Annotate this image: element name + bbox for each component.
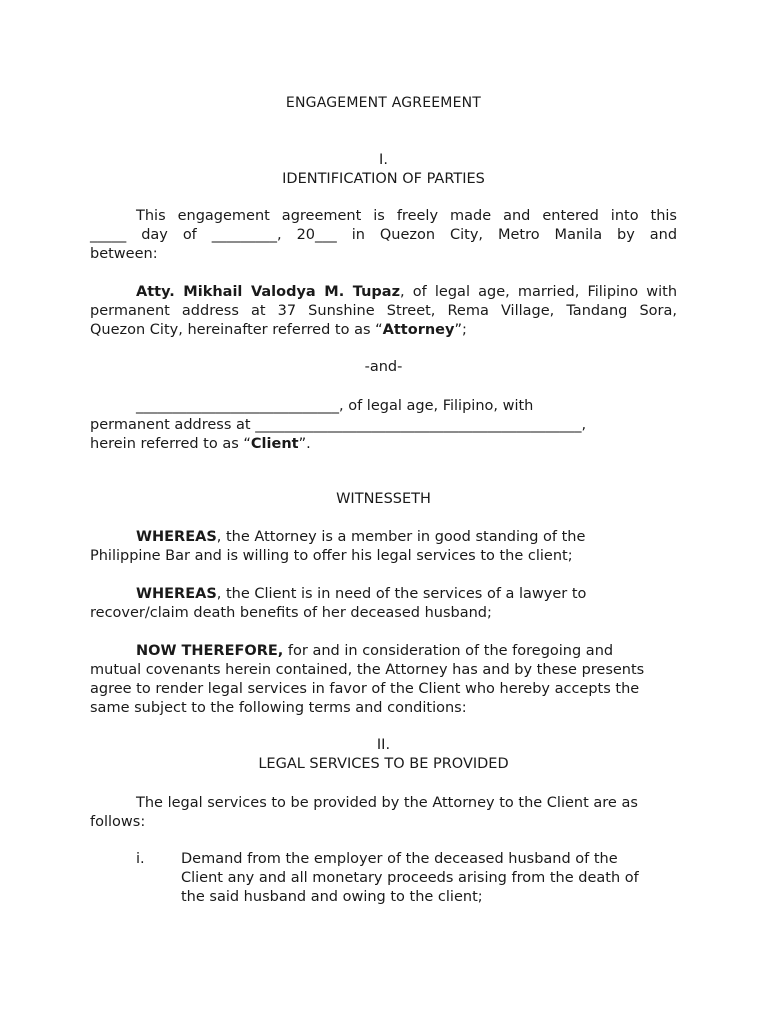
- whereas-1-line-2: [90, 547, 677, 566]
- section-1-heading-text: IDENTIFICATION OF PARTIES: [282, 171, 485, 187]
- now-therefore-line-4: [90, 699, 677, 718]
- whereas-2-line-2-text: recover/claim death benefits of her deceased husband;: [90, 605, 492, 621]
- whereas-2-keyword: WHEREAS: [136, 586, 217, 602]
- attorney-line-1: [90, 283, 677, 302]
- section-2-number-text: II.: [376, 737, 391, 753]
- now-therefore-keyword: NOW THEREFORE,: [136, 643, 284, 659]
- intro-line-3-text: between:: [90, 246, 158, 262]
- attorney-line-3-pre: Quezon City, hereinafter referred to as “: [90, 322, 383, 338]
- client-line-3-post: ”.: [298, 436, 311, 452]
- and-separator: [90, 358, 677, 377]
- document-title-text: ENGAGEMENT AGREEMENT: [285, 95, 482, 111]
- intro-place-text: in Quezon City, Metro Manila by and: [351, 227, 678, 243]
- day-blank: _____: [90, 227, 127, 243]
- now-therefore-line-1: [90, 642, 677, 661]
- document-title: [90, 94, 677, 113]
- whereas-1-line-1-rest: , the Attorney is a member in good standing of the: [216, 529, 586, 545]
- services-intro-line-2-text: follows:: [90, 814, 146, 830]
- services-intro-line-1: [90, 794, 677, 813]
- client-name-blank: ____________________________: [136, 398, 339, 414]
- attorney-line-3-post: ”;: [454, 322, 467, 338]
- attorney-label: Attorney: [382, 322, 455, 338]
- now-therefore-line-3-text: agree to render legal services in favor of the Client who hereby accepts the: [90, 681, 640, 697]
- year-blank: 20___: [296, 227, 337, 243]
- client-line-3: [90, 435, 677, 454]
- intro-line-1-text: This engagement agreement is freely made and entered into this: [136, 208, 677, 224]
- now-therefore-line-2-text: mutual covenants herein contained, the Attorney has and by these presents: [90, 662, 645, 678]
- client-label: Client: [250, 436, 299, 452]
- now-therefore-line-4-text: same subject to the following terms and conditions:: [90, 700, 467, 716]
- section-2-heading-text: LEGAL SERVICES TO BE PROVIDED: [258, 756, 509, 772]
- section-1-number: [90, 151, 677, 170]
- client-address-blank: _____________________________________________,: [255, 417, 587, 433]
- client-line-2: [90, 416, 677, 435]
- section-1-number-text: I.: [379, 152, 388, 168]
- client-line-3-pre: herein referred to as “: [90, 436, 251, 452]
- list-item-marker: [136, 850, 145, 869]
- attorney-line-2-text: permanent address at 37 Sunshine Street, Rema Village, Tandang Sora,: [90, 303, 677, 319]
- whereas-2-line-2: [90, 604, 677, 623]
- now-therefore-line-1-rest: for and in consideration of the foregoing and: [283, 643, 614, 659]
- list-item-line-2: [181, 869, 659, 888]
- section-2-heading: [90, 755, 677, 774]
- list-item-line-2-text: Client any and all monetary proceeds arising from the death of: [181, 870, 639, 886]
- whereas-2-line-1-rest: , the Client is in need of the services of a lawyer to: [216, 586, 587, 602]
- client-line-2-pre: permanent address at: [90, 417, 251, 433]
- intro-day-text: day of: [141, 227, 197, 243]
- list-item-line-1: [181, 850, 659, 869]
- section-2-number: [90, 736, 677, 755]
- whereas-1-keyword: WHEREAS: [136, 529, 217, 545]
- attorney-line-2: [90, 302, 677, 321]
- whereas-1-line-1: [90, 528, 677, 547]
- list-item-line-1-text: Demand from the employer of the deceased husband of the: [181, 851, 618, 867]
- attorney-line-3: [90, 321, 677, 340]
- client-line-1-rest: , of legal age, Filipino, with: [339, 398, 534, 414]
- witnesseth-text: WITNESSETH: [336, 491, 431, 507]
- witnesseth-heading: [90, 490, 677, 509]
- list-item-marker-text: i.: [136, 851, 145, 867]
- list-item-line-3: [181, 888, 659, 907]
- list-item-line-3-text: the said husband and owing to the client;: [181, 889, 483, 905]
- now-therefore-line-3: [90, 680, 677, 699]
- attorney-name: Atty. Mikhail Valodya M. Tupaz: [136, 284, 401, 300]
- services-intro-line-1-text: The legal services to be provided by the Attorney to the Client are as: [136, 795, 638, 811]
- attorney-line-1-rest: , of legal age, married, Filipino with: [400, 284, 678, 300]
- month-blank: _________,: [211, 227, 282, 243]
- and-separator-text: -and-: [364, 359, 403, 375]
- services-intro-line-2: [90, 813, 677, 832]
- intro-line-3: [90, 245, 677, 264]
- intro-line-2: [90, 226, 677, 245]
- intro-line-1: [90, 207, 677, 226]
- now-therefore-line-2: [90, 661, 677, 680]
- whereas-1-line-2-text: Philippine Bar and is willing to offer his legal services to the client;: [90, 548, 573, 564]
- client-line-1: [90, 397, 677, 416]
- section-1-heading: [90, 170, 677, 189]
- whereas-2-line-1: [90, 585, 677, 604]
